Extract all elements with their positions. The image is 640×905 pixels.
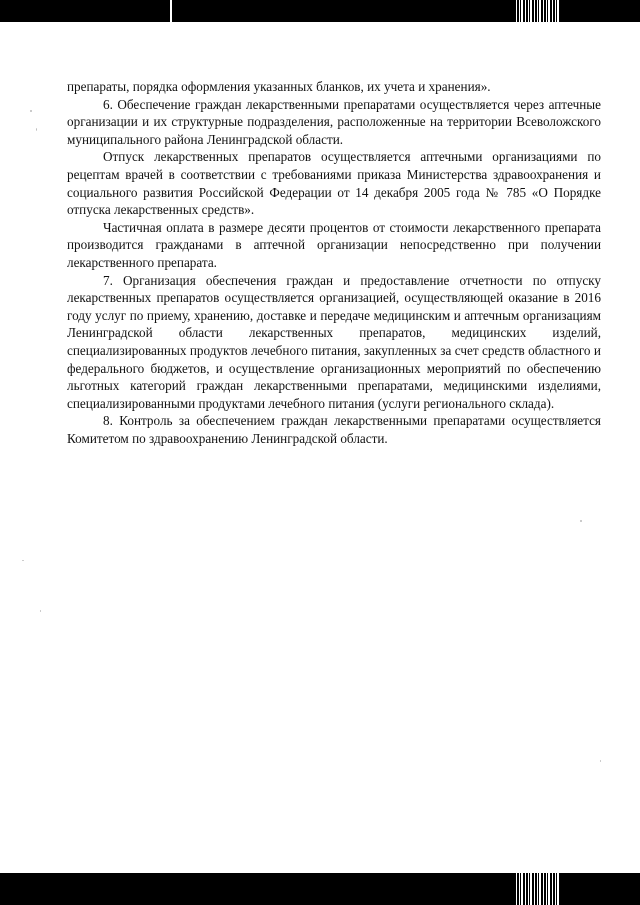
- paragraph-item-8: 8. Контроль за обеспечением граждан лекарственными препаратами осуществляется Комитетом по здравоохранению Ленинградской области.: [67, 413, 601, 446]
- paragraph-partial-payment: Частичная оплата в размере десяти процентов от стоимости лекарственного препарата производится гражданами в аптечной организации непосредственно при получении лекарственного препарата.: [67, 219, 601, 270]
- scan-speck: [580, 520, 582, 522]
- scan-bottom-border: [0, 873, 640, 905]
- scan-artifact-line: [170, 0, 172, 22]
- scan-speck: [30, 110, 32, 112]
- paragraph-dispensing: Отпуск лекарственных препаратов осуществляется аптечными организациями по рецептам врачей в соответствии с требованиями приказа Министерства здравоохранения и социального развития Российской Федерации от 14 декабря 2005 года № 785 «О Порядке отпуска лекарственных средств».: [67, 149, 601, 218]
- paragraph-item-7: 7. Организация обеспечения граждан и предоставление отчетности по отпуску лекарственных препаратов осуществляется организацией, осуществляющей оказание в 2016 году услуг по приему, хранению, доставке и передаче медицинским и аптечным организациям Ленинградской области лекарственных препаратов, медицинских изделий, специализированных продуктов лечебного питания, закупленных за счет средств областного и федерального бюджетов, и осуществление организационных мероприятий по обеспечению льготных категорий граждан лекарственными препаратами, медицинскими изделиями, специализированными продуктами лечебного питания (услуги регионального склада).: [67, 272, 601, 411]
- barcode-bottom: [516, 873, 560, 905]
- paragraph-item-6: 6. Обеспечение граждан лекарственными препаратами осуществляется через аптечные организации и их структурные подразделения, расположенные на территории Всеволожского муниципального района Ленинградской области.: [67, 96, 601, 147]
- scan-speck: [40, 610, 41, 612]
- scan-speck: [600, 760, 601, 762]
- document-page: [67, 78, 601, 447]
- scan-top-border: [0, 0, 640, 22]
- scan-speck: [36, 128, 37, 131]
- barcode-top: [516, 0, 560, 22]
- paragraph-1: препараты, порядка оформления указанных бланков, их учета и хранения».: [67, 79, 491, 94]
- scan-speck: [22, 560, 24, 561]
